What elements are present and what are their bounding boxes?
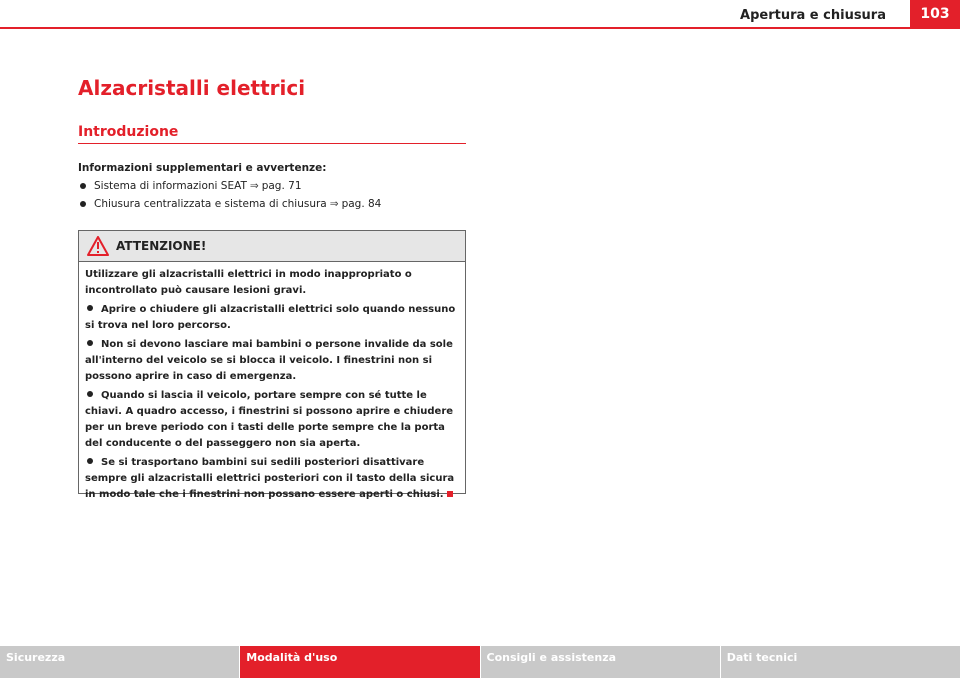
info-label: Informazioni supplementari e avvertenze: <box>78 162 327 174</box>
warning-intro: Utilizzare gli alzacristalli elettrici in modo inappropriato o incontrollato può causare lesioni gravi. <box>85 269 412 296</box>
bullet-icon <box>80 201 86 207</box>
running-header-title: Apertura e chiusura <box>740 8 886 23</box>
list-item <box>78 198 468 210</box>
info-item-text: Chiusura centralizzata e sistema di chiusura <box>94 198 327 210</box>
warning-bullet-text: Non si devono lasciare mai bambini o persone invalide da sole all'interno del veicolo se si blocca il veicolo. I finestrini non si possono aprire in caso di emergenza. <box>85 339 453 382</box>
page-reference-link[interactable]: pag. 71 <box>261 180 302 192</box>
bullet-icon <box>87 305 93 311</box>
warning-box <box>78 230 466 500</box>
warning-bullet-text: Se si trasportano bambini sui sedili posteriori disattivare sempre gli alzacristalli elettrici posteriori con il tasto della sicura in modo tale che i finestrini non possano essere aperti o chiusi. <box>85 457 455 500</box>
page-number: 103 <box>910 0 960 28</box>
bullet-icon <box>87 340 93 346</box>
section-title: Introduzione <box>78 124 466 144</box>
tab-consigli-e-assistenza[interactable]: Consigli e assistenza <box>481 646 721 678</box>
chapter-title: Alzacristalli elettrici <box>78 76 306 100</box>
bullet-icon <box>87 391 93 397</box>
list-item <box>78 180 468 192</box>
info-block <box>78 162 468 216</box>
warning-triangle-icon <box>87 236 109 256</box>
warning-body <box>79 262 465 503</box>
warning-bullet <box>85 337 460 385</box>
warning-bullet <box>85 455 460 503</box>
warning-bullet-text: Aprire o chiudere gli alzacristalli elettrici solo quando nessuno si trova nel loro percorso. <box>85 304 456 331</box>
bullet-icon <box>80 183 86 189</box>
page-reference-link[interactable]: pag. 84 <box>341 198 382 210</box>
warning-bullet-text: Quando si lascia il veicolo, portare sempre con sé tutte le chiavi. A quadro accesso, i finestrini si possono aprire e chiudere per un breve periodo con i tasti delle porte sempre che la porta del conducente o del passeggero non sia aperta. <box>85 390 454 449</box>
tab-modalita-duso[interactable]: Modalità d'uso <box>240 646 480 678</box>
bottom-navigation <box>0 646 960 678</box>
bullet-icon <box>87 458 93 464</box>
warning-bullet <box>85 302 460 334</box>
warning-title: ATTENZIONE! <box>116 239 207 253</box>
end-of-section-icon <box>447 491 453 497</box>
header-divider <box>0 27 960 29</box>
arrow-right-icon: ⇒ <box>329 198 339 210</box>
warning-bullet <box>85 388 460 452</box>
arrow-right-icon: ⇒ <box>249 180 259 192</box>
warning-header <box>79 231 465 262</box>
tab-dati-tecnici[interactable]: Dati tecnici <box>721 646 960 678</box>
info-item-text: Sistema di informazioni SEAT <box>94 180 247 192</box>
tab-sicurezza[interactable]: Sicurezza <box>0 646 240 678</box>
